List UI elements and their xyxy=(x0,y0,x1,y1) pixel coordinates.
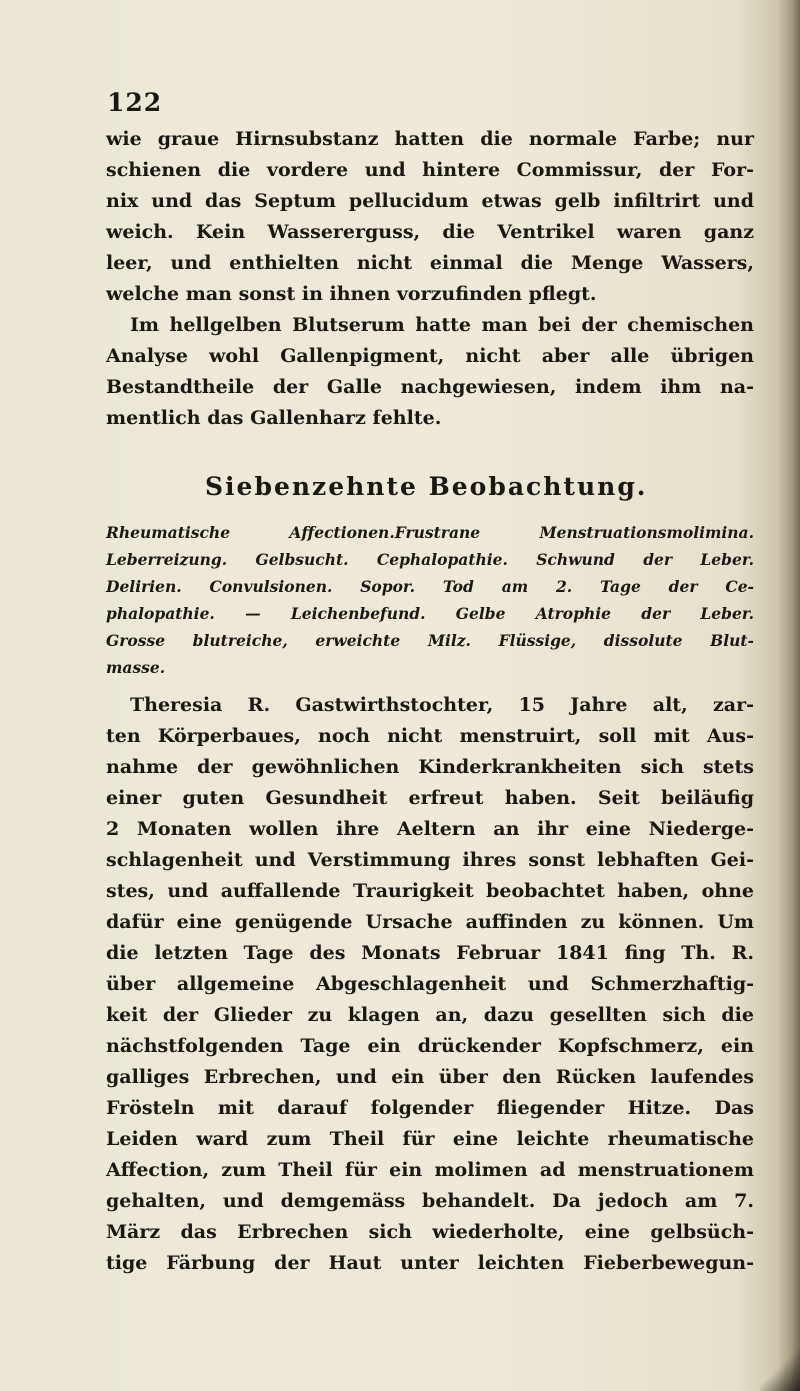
text-line: einer guten Gesundheit erfreut haben. Seit beiläufig xyxy=(106,787,754,809)
text-line: tige Färbung der Haut unter leichten Fieberbewegun- xyxy=(106,1252,754,1274)
text-line: mentlich das Gallenharz fehlte. xyxy=(106,407,442,429)
text-line: Frösteln mit darauf folgender fliegender Hitze. Das xyxy=(106,1097,754,1119)
text-line: welche man sonst in ihnen vorzufinden pflegt. xyxy=(106,283,597,305)
text-line: nächstfolgenden Tage ein drückender Kopfschmerz, ein xyxy=(106,1035,754,1057)
page-edge-shadow xyxy=(778,0,800,1391)
text-line: Leiden ward zum Theil für eine leichte rheumatische xyxy=(106,1128,754,1150)
paragraph-autopsy-brain xyxy=(106,124,754,310)
text-line: dafür eine genügende Ursache auffinden zu können. Um xyxy=(106,911,754,933)
section-heading: Siebenzehnte Beobachtung. xyxy=(205,472,648,501)
text-line: die letzten Tage des Monats Februar 1841 fing Th. R. xyxy=(106,942,754,964)
text-line: Theresia R. Gastwirthstochter, 15 Jahre alt, zar- xyxy=(130,694,754,716)
text-line: 2 Monaten wollen ihre Aeltern an ihr eine Niederge- xyxy=(106,818,754,840)
text-line: keit der Glieder zu klagen an, dazu gesellten sich die xyxy=(106,1004,754,1026)
summary-line: masse. xyxy=(106,658,166,677)
text-line: gehalten, und demgemäss behandelt. Da jedoch am 7. xyxy=(106,1190,754,1212)
paragraph-blood-serum xyxy=(106,310,754,434)
text-line: Im hellgelben Blutserum hatte man bei der chemischen xyxy=(130,314,754,336)
text-line: stes, und auffallende Traurigkeit beobachtet haben, ohne xyxy=(106,880,754,902)
text-line: Bestandtheile der Galle nachgewiesen, indem ihm na- xyxy=(106,376,754,398)
text-line: über allgemeine Abgeschlagenheit und Schmerzhaftig- xyxy=(106,973,754,995)
text-line: schienen die vordere und hintere Commissur, der For- xyxy=(106,159,754,181)
text-line: Affection, zum Theil für ein molimen ad menstruationem xyxy=(106,1159,754,1181)
text-line: leer, und enthielten nicht einmal die Menge Wassers, xyxy=(106,252,754,274)
summary-line: Grosse blutreiche, erweichte Milz. Flüssige, dissolute Blut- xyxy=(106,631,754,650)
text-line: März das Erbrechen sich wiederholte, eine gelbsüch- xyxy=(106,1221,754,1243)
summary-line: Rheumatische Affectionen.Frustrane Menstruationsmolimina. xyxy=(106,523,754,542)
summary-line: phalopathie. — Leichenbefund. Gelbe Atrophie der Leber. xyxy=(106,604,754,623)
text-line: schlagenheit und Verstimmung ihres sonst lebhaften Gei- xyxy=(106,849,754,871)
text-line: nix und das Septum pellucidum etwas gelb infiltrirt und xyxy=(106,190,754,212)
summary-line: Leberreizung. Gelbsucht. Cephalopathie. Schwund der Leber. xyxy=(106,550,754,569)
page-corner-shadow xyxy=(760,1331,800,1391)
text-line: galliges Erbrechen, und ein über den Rücken laufendes xyxy=(106,1066,754,1088)
text-line: Analyse wohl Gallenpigment, nicht aber alle übrigen xyxy=(106,345,754,367)
text-line: ten Körperbaues, noch nicht menstruirt, soll mit Aus- xyxy=(106,725,754,747)
text-line: wie graue Hirnsubstanz hatten die normale Farbe; nur xyxy=(106,128,754,150)
text-line: nahme der gewöhnlichen Kinderkrankheiten sich stets xyxy=(106,756,754,778)
page-number: 122 xyxy=(107,88,163,117)
paragraph-case-history xyxy=(106,690,754,1279)
text-line: weich. Kein Wassererguss, die Ventrikel waren ganz xyxy=(106,221,754,243)
case-summary xyxy=(106,519,754,681)
summary-line: Delirien. Convulsionen. Sopor. Tod am 2. Tage der Ce- xyxy=(106,577,754,596)
